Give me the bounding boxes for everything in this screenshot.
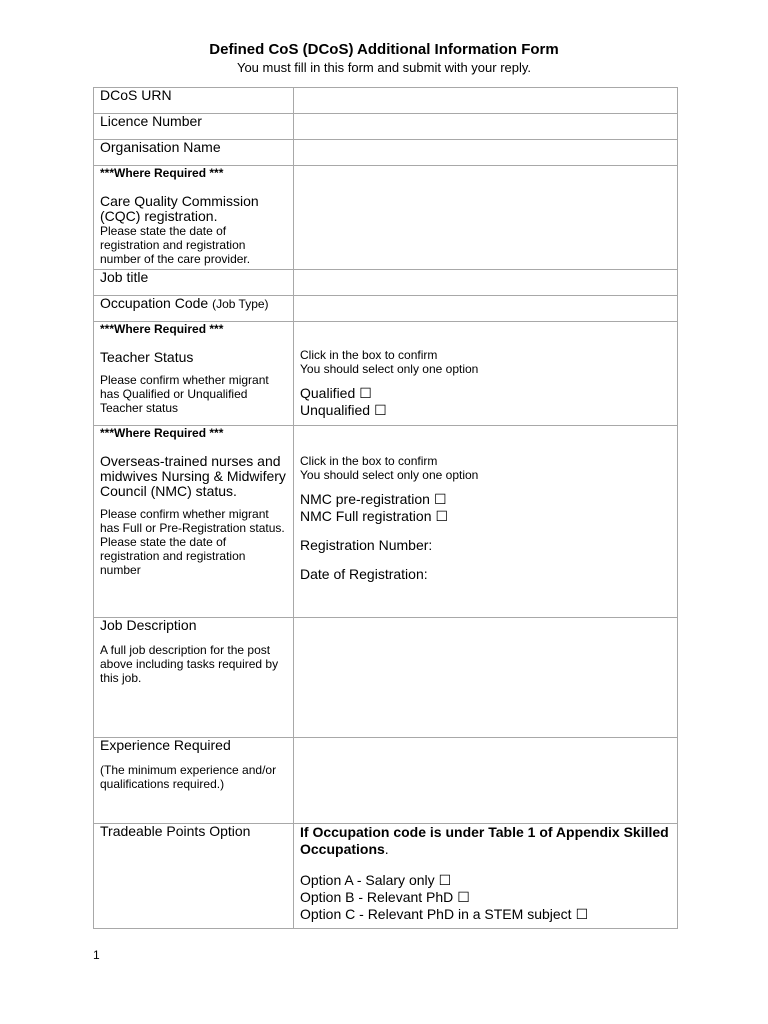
org-label: Organisation Name <box>100 139 221 155</box>
occupation-label: Occupation Code <box>100 295 209 311</box>
information-form-table <box>93 87 678 929</box>
nmc-full-registration-checkbox[interactable]: ☐ <box>435 508 449 524</box>
registration-date-field[interactable]: Date of Registration: <box>300 566 428 582</box>
teacher-label-cell <box>94 322 294 426</box>
urn-input-cell[interactable] <box>294 88 678 114</box>
experience-input-cell[interactable] <box>294 738 678 824</box>
unqualified-label: Unqualified <box>300 402 371 418</box>
licence-label: Licence Number <box>100 113 202 129</box>
unqualified-checkbox[interactable]: ☐ <box>374 402 387 418</box>
teacher-instruction-2: You should select only one option <box>300 362 479 376</box>
cqc-label-cell <box>94 166 294 270</box>
where-required-note: ***Where Required *** <box>100 322 224 336</box>
nmc-pre-registration-option[interactable] <box>300 492 671 507</box>
org-label-cell <box>94 140 294 166</box>
occupation-label-cell <box>94 296 294 322</box>
cqc-label: Care Quality Commission (CQC) registration. <box>100 193 259 224</box>
teacher-instruction-1: Click in the box to confirm <box>300 348 438 362</box>
option-b-label: Option B - Relevant PhD <box>300 889 454 905</box>
licence-label-cell <box>94 114 294 140</box>
nmc-note-1: Please confirm whether migrant has Full or Pre-Registration status. <box>100 507 285 535</box>
nmc-full-registration-label: NMC Full registration <box>300 508 432 524</box>
tradeable-heading <box>300 824 671 858</box>
qualified-label: Qualified <box>300 385 356 401</box>
page-subtitle: You must fill in this form and submit with your reply. <box>236 60 532 75</box>
page-title: Defined CoS (DCoS) Additional Information Form <box>209 41 559 58</box>
nmc-note-2: Please state the date of registration and registration number <box>100 535 246 577</box>
page-number: 1 <box>93 948 100 962</box>
nmc-instruction-2: You should select only one option <box>300 468 479 482</box>
org-input-cell[interactable] <box>294 140 678 166</box>
job-title-label-cell <box>94 270 294 296</box>
cqc-note: Please state the date of registration and registration number of the care provider. <box>100 224 251 266</box>
licence-input-cell[interactable] <box>294 114 678 140</box>
experience-label: Experience Required <box>100 737 231 753</box>
option-a[interactable] <box>300 872 671 889</box>
qualified-checkbox[interactable]: ☐ <box>359 385 372 401</box>
job-description-input-cell[interactable] <box>294 618 678 738</box>
nmc-full-registration-option[interactable] <box>300 509 671 524</box>
tradeable-heading-text: If Occupation code is under Table 1 of Appendix Skilled Occupations <box>300 824 669 857</box>
tradeable-label: Tradeable Points Option <box>100 823 251 839</box>
job-title-input-cell[interactable] <box>294 270 678 296</box>
nmc-instruction-1: Click in the box to confirm <box>300 454 438 468</box>
experience-note: (The minimum experience and/or qualifications required.) <box>100 763 277 791</box>
option-c-checkbox[interactable]: ☐ <box>575 906 589 922</box>
registration-number-field[interactable]: Registration Number: <box>300 537 433 553</box>
where-required-note: ***Where Required *** <box>100 426 224 440</box>
nmc-pre-registration-checkbox[interactable]: ☐ <box>433 491 447 507</box>
job-description-label-cell <box>94 618 294 738</box>
option-c[interactable] <box>300 906 671 923</box>
teacher-note: Please confirm whether migrant has Qualified or Unqualified Teacher status <box>100 373 269 415</box>
option-b[interactable] <box>300 889 671 906</box>
nmc-options-cell <box>294 426 678 618</box>
urn-label: DCoS URN <box>100 87 172 103</box>
job-title-label: Job title <box>100 269 149 285</box>
option-a-label: Option A - Salary only <box>300 872 435 888</box>
tradeable-label-cell <box>94 824 294 929</box>
teacher-options-cell <box>294 322 678 426</box>
tradeable-heading-end: . <box>384 841 389 857</box>
job-description-label: Job Description <box>100 617 197 633</box>
qualified-option[interactable] <box>300 386 671 401</box>
nmc-label-cell <box>94 426 294 618</box>
unqualified-option[interactable] <box>300 403 671 418</box>
option-b-checkbox[interactable]: ☐ <box>457 889 470 905</box>
occupation-input-cell[interactable] <box>294 296 678 322</box>
tradeable-options-cell <box>294 824 678 929</box>
nmc-label: Overseas-trained nurses and midwives Nursing & Midwifery Council (NMC) status. <box>100 453 286 499</box>
cqc-input-cell[interactable] <box>294 166 678 270</box>
experience-label-cell <box>94 738 294 824</box>
where-required-note: ***Where Required *** <box>100 166 224 180</box>
teacher-label: Teacher Status <box>100 349 194 365</box>
urn-label-cell <box>94 88 294 114</box>
nmc-pre-registration-label: NMC pre-registration <box>300 491 430 507</box>
option-a-checkbox[interactable]: ☐ <box>438 872 452 888</box>
option-c-label: Option C - Relevant PhD in a STEM subject <box>300 906 572 922</box>
occupation-suffix: (Job Type) <box>212 297 269 311</box>
job-description-note: A full job description for the post above including tasks required by this job. <box>100 643 279 685</box>
